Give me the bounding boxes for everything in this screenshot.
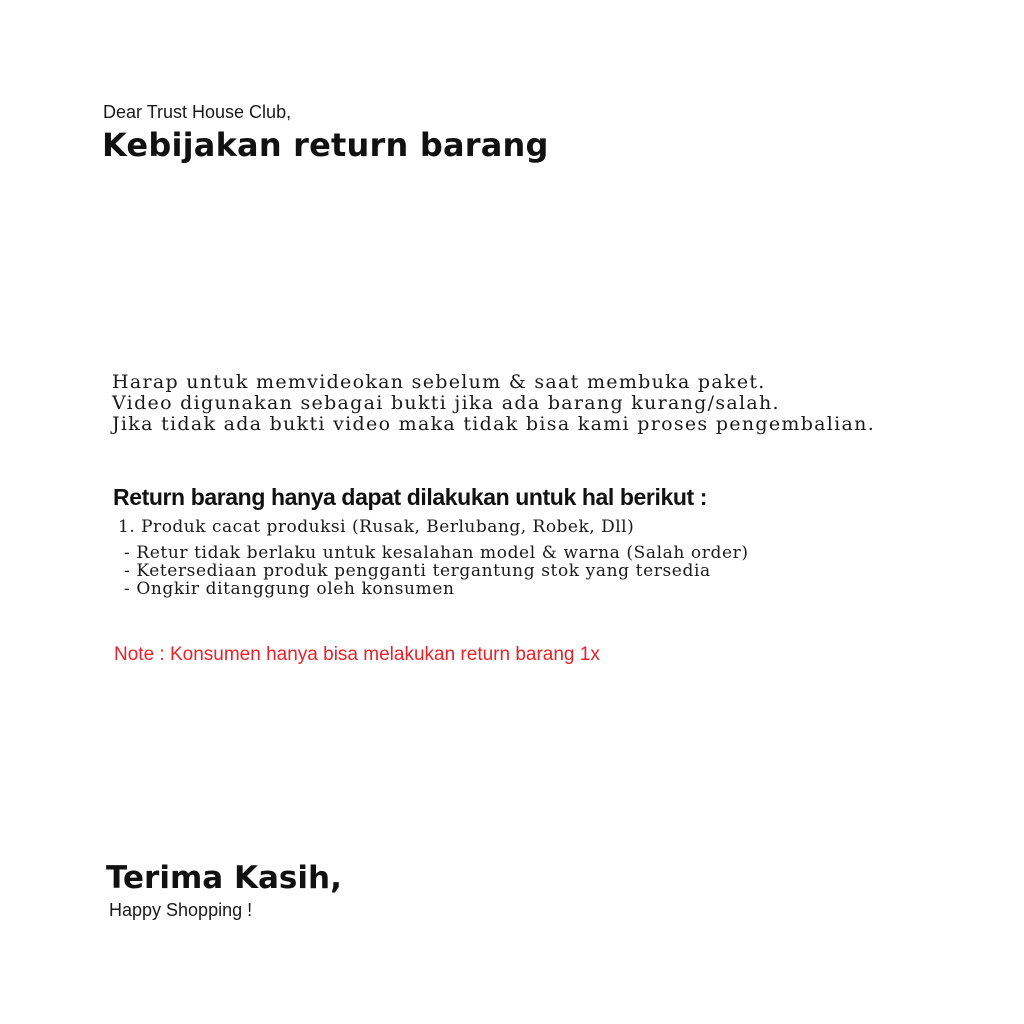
signoff-text: Happy Shopping !	[109, 900, 253, 920]
intro-line: Video digunakan sebagai bukti jika ada barang kurang/salah.	[112, 392, 780, 414]
condition-details-list	[124, 544, 749, 598]
note-text: Note : Konsumen hanya bisa melakukan return barang 1x	[114, 644, 600, 665]
greeting-text: Dear Trust House Club,	[103, 102, 292, 122]
page-title: Kebijakan return barang	[102, 126, 549, 164]
condition-point: 1. Produk cacat produksi (Rusak, Berlubang, Robek, Dll)	[118, 517, 635, 537]
intro-line: Harap untuk memvideokan sebelum & saat membuka paket.	[112, 371, 766, 393]
intro-paragraph	[112, 372, 875, 435]
conditions-heading: Return barang hanya dapat dilakukan untuk hal berikut :	[113, 484, 707, 510]
closing-text: Terima Kasih,	[106, 860, 342, 896]
condition-detail-item: - Retur tidak berlaku untuk kesalahan model & warna (Salah order)	[124, 543, 749, 563]
intro-line: Jika tidak ada bukti video maka tidak bisa kami proses pengembalian.	[112, 413, 876, 435]
condition-detail-item: - Ketersediaan produk pengganti tergantung stok yang tersedia	[124, 561, 711, 581]
condition-detail-item: - Ongkir ditanggung oleh konsumen	[124, 579, 455, 599]
